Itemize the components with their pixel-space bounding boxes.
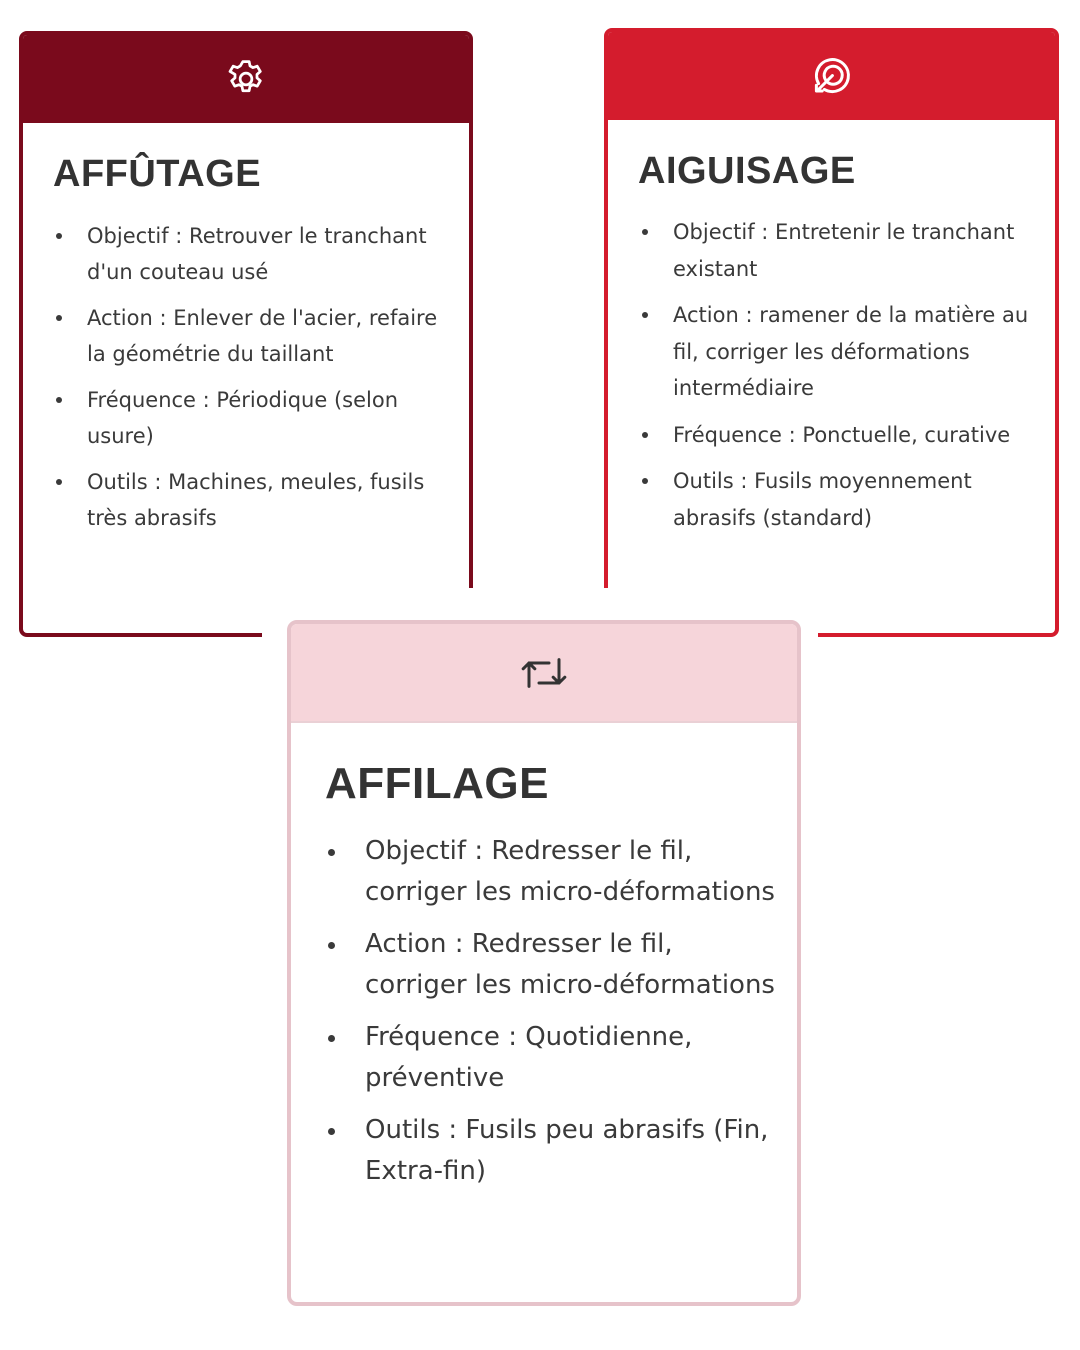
list-item: Objectif : Entretenir le tranchant existant — [673, 214, 1048, 287]
card-header — [23, 35, 469, 123]
list-item: Fréquence : Quotidienne, préventive — [365, 1017, 775, 1099]
list-item: Outils : Machines, meules, fusils très abrasifs — [87, 464, 447, 536]
item-list — [673, 214, 1048, 536]
card-affutage — [19, 31, 473, 637]
list-item: Outils : Fusils moyennement abrasifs (standard) — [673, 463, 1048, 536]
card-affilage — [287, 620, 801, 1306]
repeat-arrows-icon — [519, 653, 569, 693]
list-item: Fréquence : Ponctuelle, curative — [673, 417, 1048, 454]
card-header — [608, 32, 1055, 120]
list-item: Outils : Fusils peu abrasifs (Fin, Extra-fin) — [365, 1110, 775, 1192]
card-aiguisage — [604, 28, 1059, 637]
target-arrow-icon — [808, 52, 856, 100]
card-title: AFFILAGE — [325, 759, 549, 808]
gear-icon — [224, 57, 268, 101]
list-item: Action : ramener de la matière au fil, corriger les déformations intermédiaire — [673, 297, 1048, 407]
list-item: Objectif : Retrouver le tranchant d'un couteau usé — [87, 218, 447, 290]
card-header — [291, 624, 797, 723]
card-title: AIGUISAGE — [638, 150, 856, 192]
item-list — [365, 831, 775, 1192]
list-item: Fréquence : Périodique (selon usure) — [87, 382, 447, 454]
list-item: Action : Enlever de l'acier, refaire la géométrie du taillant — [87, 300, 447, 372]
item-list — [87, 218, 447, 536]
list-item: Action : Redresser le fil, corriger les micro-déformations — [365, 924, 775, 1006]
list-item: Objectif : Redresser le fil, corriger les micro-déformations — [365, 831, 775, 913]
card-title: AFFÛTAGE — [53, 153, 262, 195]
